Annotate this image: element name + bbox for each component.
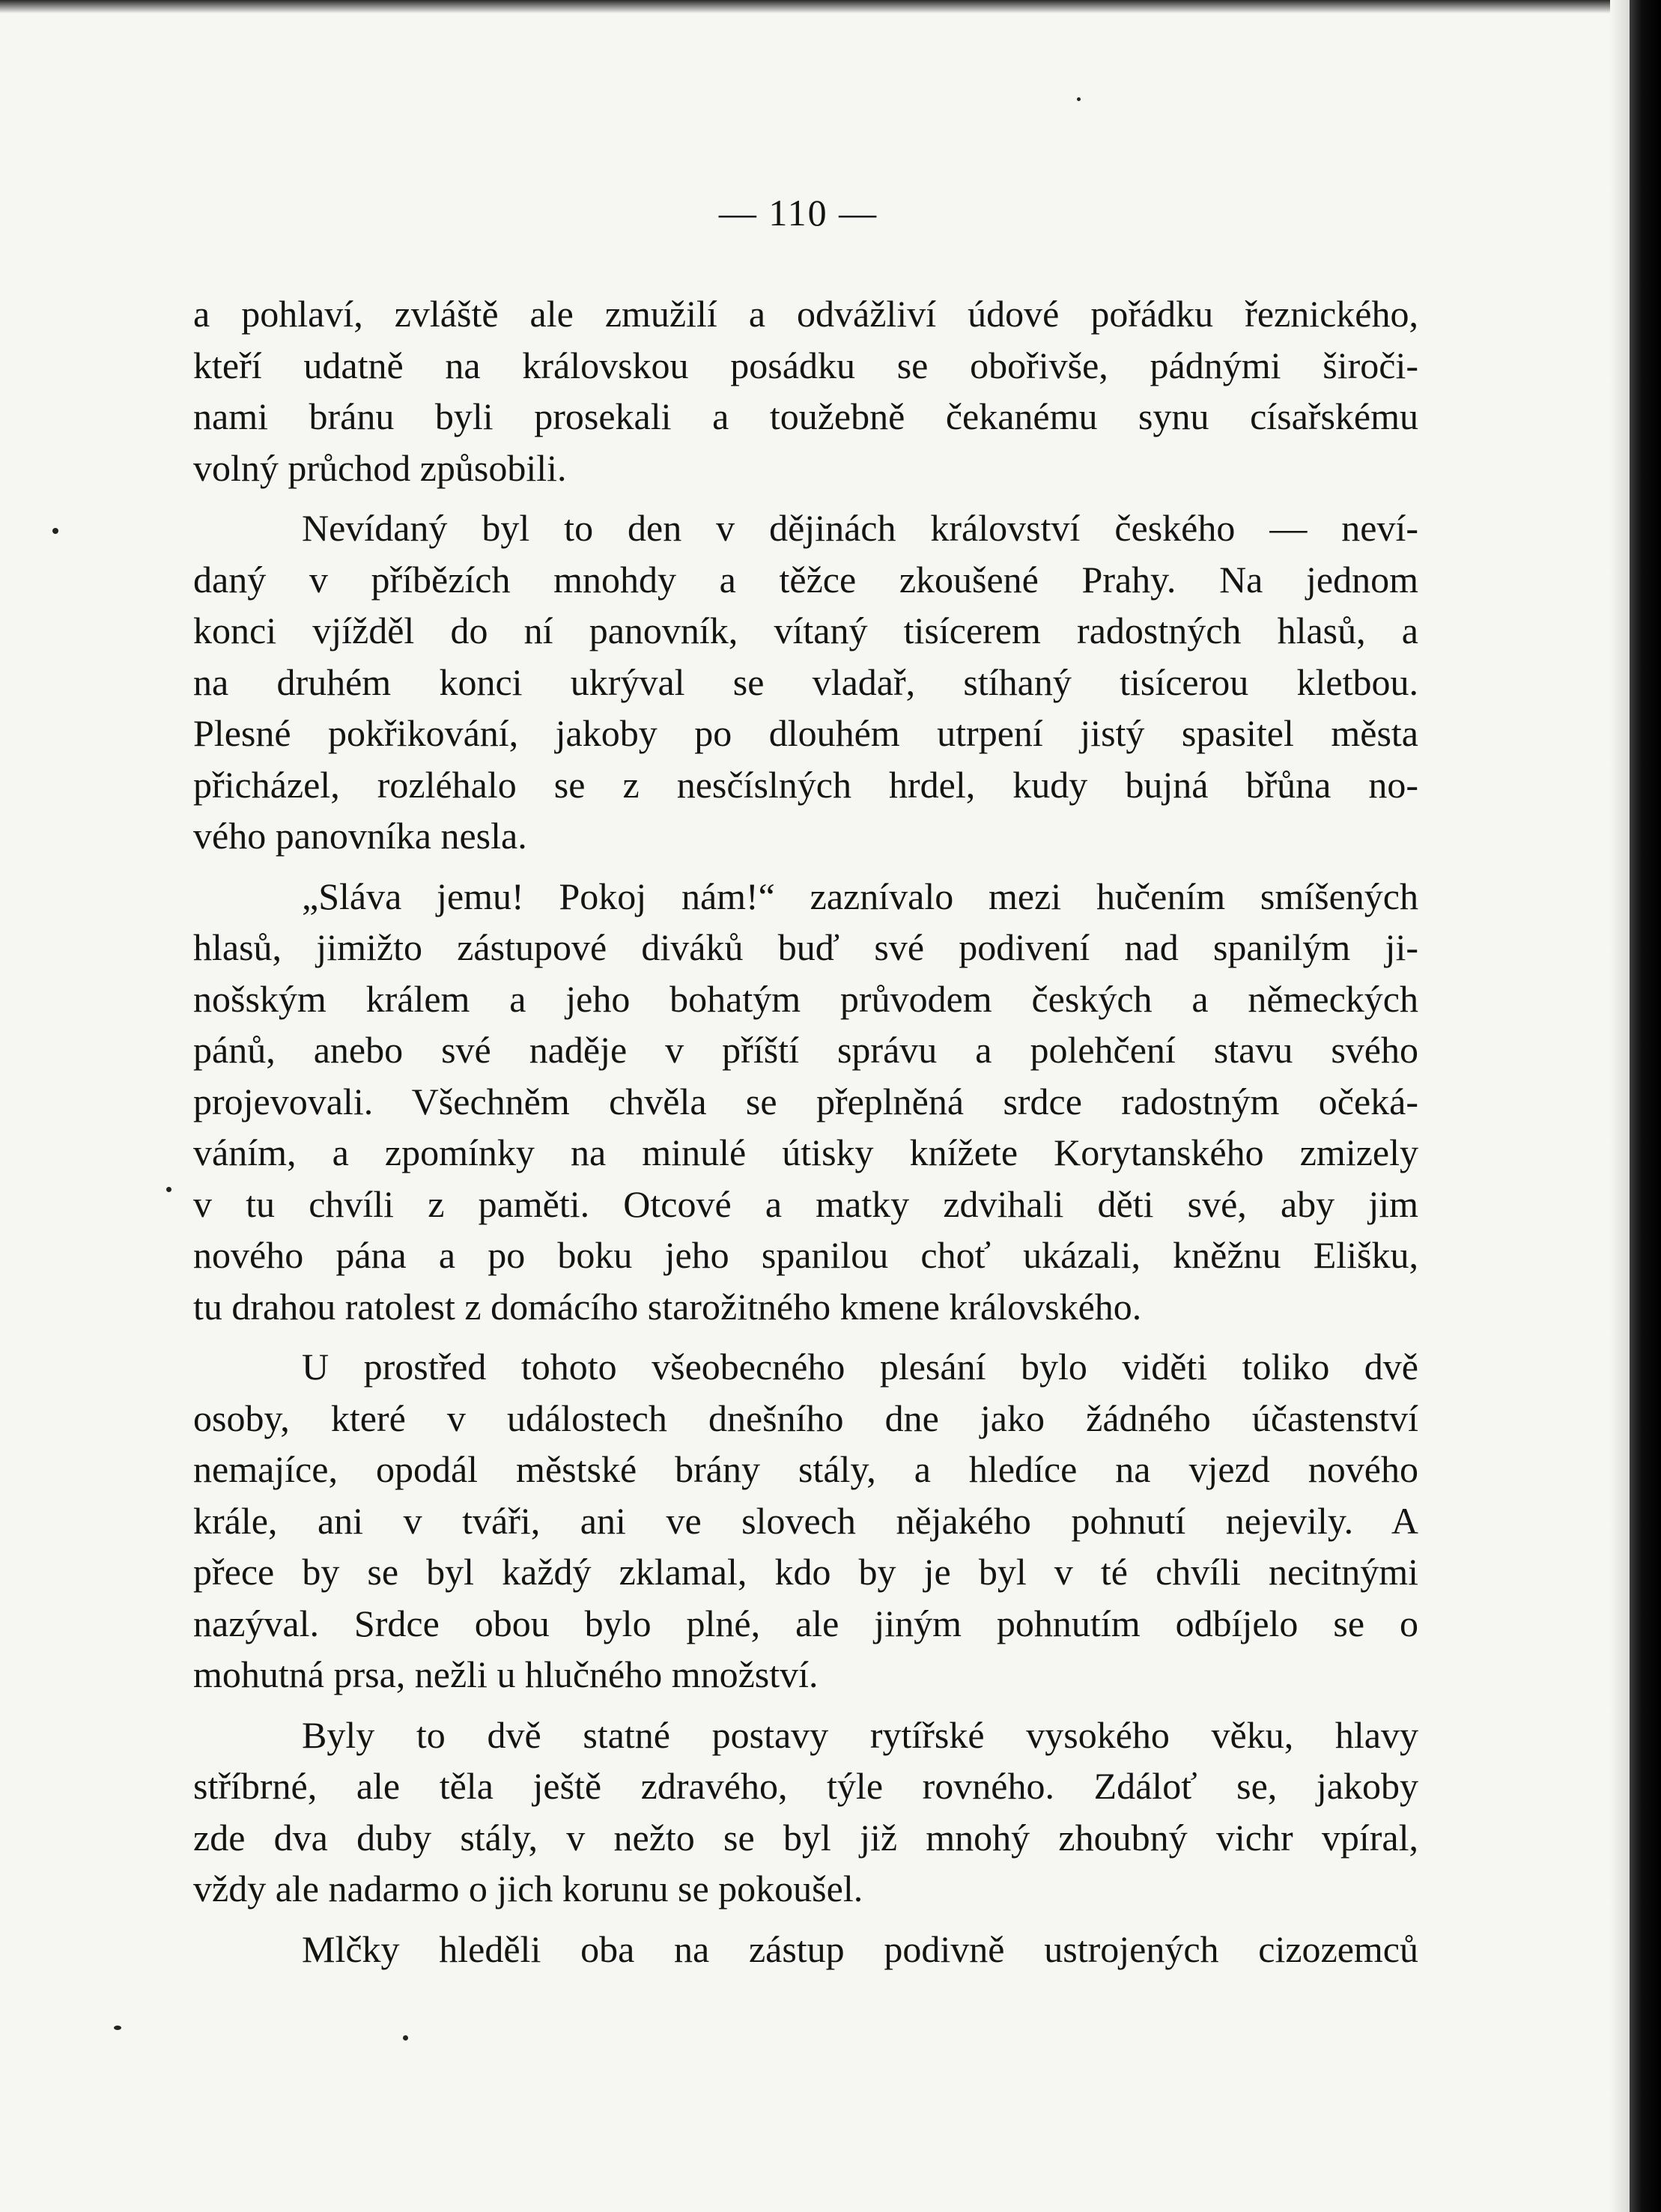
text-line: zde dva duby stály, v nežto se byl již mnohý zhoubný vichr vpíral, — [193, 1816, 1418, 1859]
text-line: nového pána a po boku jeho spanilou choť ukázali, kněžnu Elišku, — [193, 1234, 1418, 1276]
print-speck — [166, 1187, 171, 1192]
paragraph-1 — [193, 288, 1418, 493]
text-line: v tu chvíli z paměti. Otcové a matky zdvihali děti své, aby jim — [193, 1182, 1418, 1225]
text-line: na druhém konci ukrýval se vladař, stíhaný tisícerou kletbou. — [193, 660, 1418, 703]
text-line: a pohlaví, zvláště ale zmužilí a odvážliví údové pořádku řeznického, — [193, 293, 1418, 335]
print-speck — [114, 2026, 121, 2030]
paragraph-4 — [193, 1341, 1418, 1701]
paragraph-2 — [193, 502, 1418, 862]
text-line: přece by se byl každý zklamal, kdo by je byl v té chvíli necitnými — [193, 1551, 1418, 1593]
text-line: nazýval. Srdce obou bylo plné, ale jiným pohnutím odbíjelo se o — [193, 1602, 1418, 1644]
paragraph-5 — [193, 1710, 1418, 1915]
text-line: stříbrné, ale těla ještě zdravého, týle rovného. Zdáloť se, jakoby — [193, 1765, 1418, 1807]
print-speck — [1077, 97, 1081, 101]
text-line: konci vjížděl do ní panovník, vítaný tisícerem radostných hlasů, a — [193, 610, 1418, 651]
body-text — [193, 288, 1418, 1975]
text-line: daný v příbězích mnohdy a těžce zkoušené Prahy. Na jednom — [193, 558, 1418, 601]
text-line: nošským králem a jeho bohatým průvodem českých a německých — [193, 977, 1418, 1020]
text-line: pánů, anebo své naděje v příští správu a polehčení stavu svého — [193, 1029, 1418, 1071]
text-line: vého panovníka nesla. — [193, 815, 527, 857]
scan-top-shadow — [0, 0, 1630, 13]
text-line: osoby, které v událostech dnešního dne jako žádného účastenství — [193, 1397, 1418, 1439]
text-line: vždy ale nadarmo o jich korunu se pokoušel. — [193, 1868, 863, 1909]
text-line: volný průchod způsobili. — [193, 446, 567, 489]
text-line: nemajíce, opodál městské brány stály, a hledíce na vjezd nového — [193, 1448, 1418, 1490]
text-line: U prostřed tohoto všeobecného plesání bylo viděti toliko dvě — [302, 1346, 1418, 1388]
text-line: Mlčky hleděli oba na zástup podivně ustrojených cizozemců — [302, 1927, 1418, 1970]
text-line: Plesné pokřikování, jakoby po dlouhém utrpení jistý spasitel města — [193, 712, 1418, 754]
text-line: přicházel, rozléhalo se z nesčíslných hrdel, kudy bujná břůna no- — [193, 763, 1418, 806]
text-line: „Sláva jemu! Pokoj nám!“ zaznívalo mezi hučením smíšených — [302, 875, 1418, 917]
page-number: — 110 — — [718, 192, 878, 234]
text-line: kteří udatně na královskou posádku se obořivše, pádnými široči- — [193, 344, 1418, 386]
text-line: mohutná prsa, nežli u hlučného množství. — [193, 1653, 819, 1695]
print-speck — [52, 528, 58, 534]
text-line: nami bránu byli prosekali a toužebně čekanému synu císařskému — [193, 395, 1418, 437]
text-line: hlasů, jimižto zástupové diváků buď své podivení nad spanilým ji- — [193, 926, 1418, 968]
scan-border — [1630, 0, 1661, 2212]
print-speck — [403, 2035, 408, 2041]
text-line: krále, ani v tváři, ani ve slovech nějakého pohnutí nejevily. A — [193, 1499, 1418, 1542]
text-line: Nevídaný byl to den v dějinách království českého — neví- — [302, 507, 1418, 549]
paragraph-3 — [193, 871, 1418, 1333]
paragraph-6 — [193, 1924, 1418, 1975]
page-edge-shading — [1610, 0, 1630, 2212]
text-line: projevovali. Všechněm chvěla se přeplněná srdce radostným očeká- — [193, 1080, 1418, 1122]
text-line: tu drahou ratolest z domácího starožitného kmene královského. — [193, 1285, 1142, 1328]
text-line: váním, a zpomínky na minulé útisky knížete Korytanského zmizely — [193, 1131, 1418, 1173]
text-line: Byly to dvě statné postavy rytířské vysokého věku, hlavy — [302, 1713, 1418, 1756]
